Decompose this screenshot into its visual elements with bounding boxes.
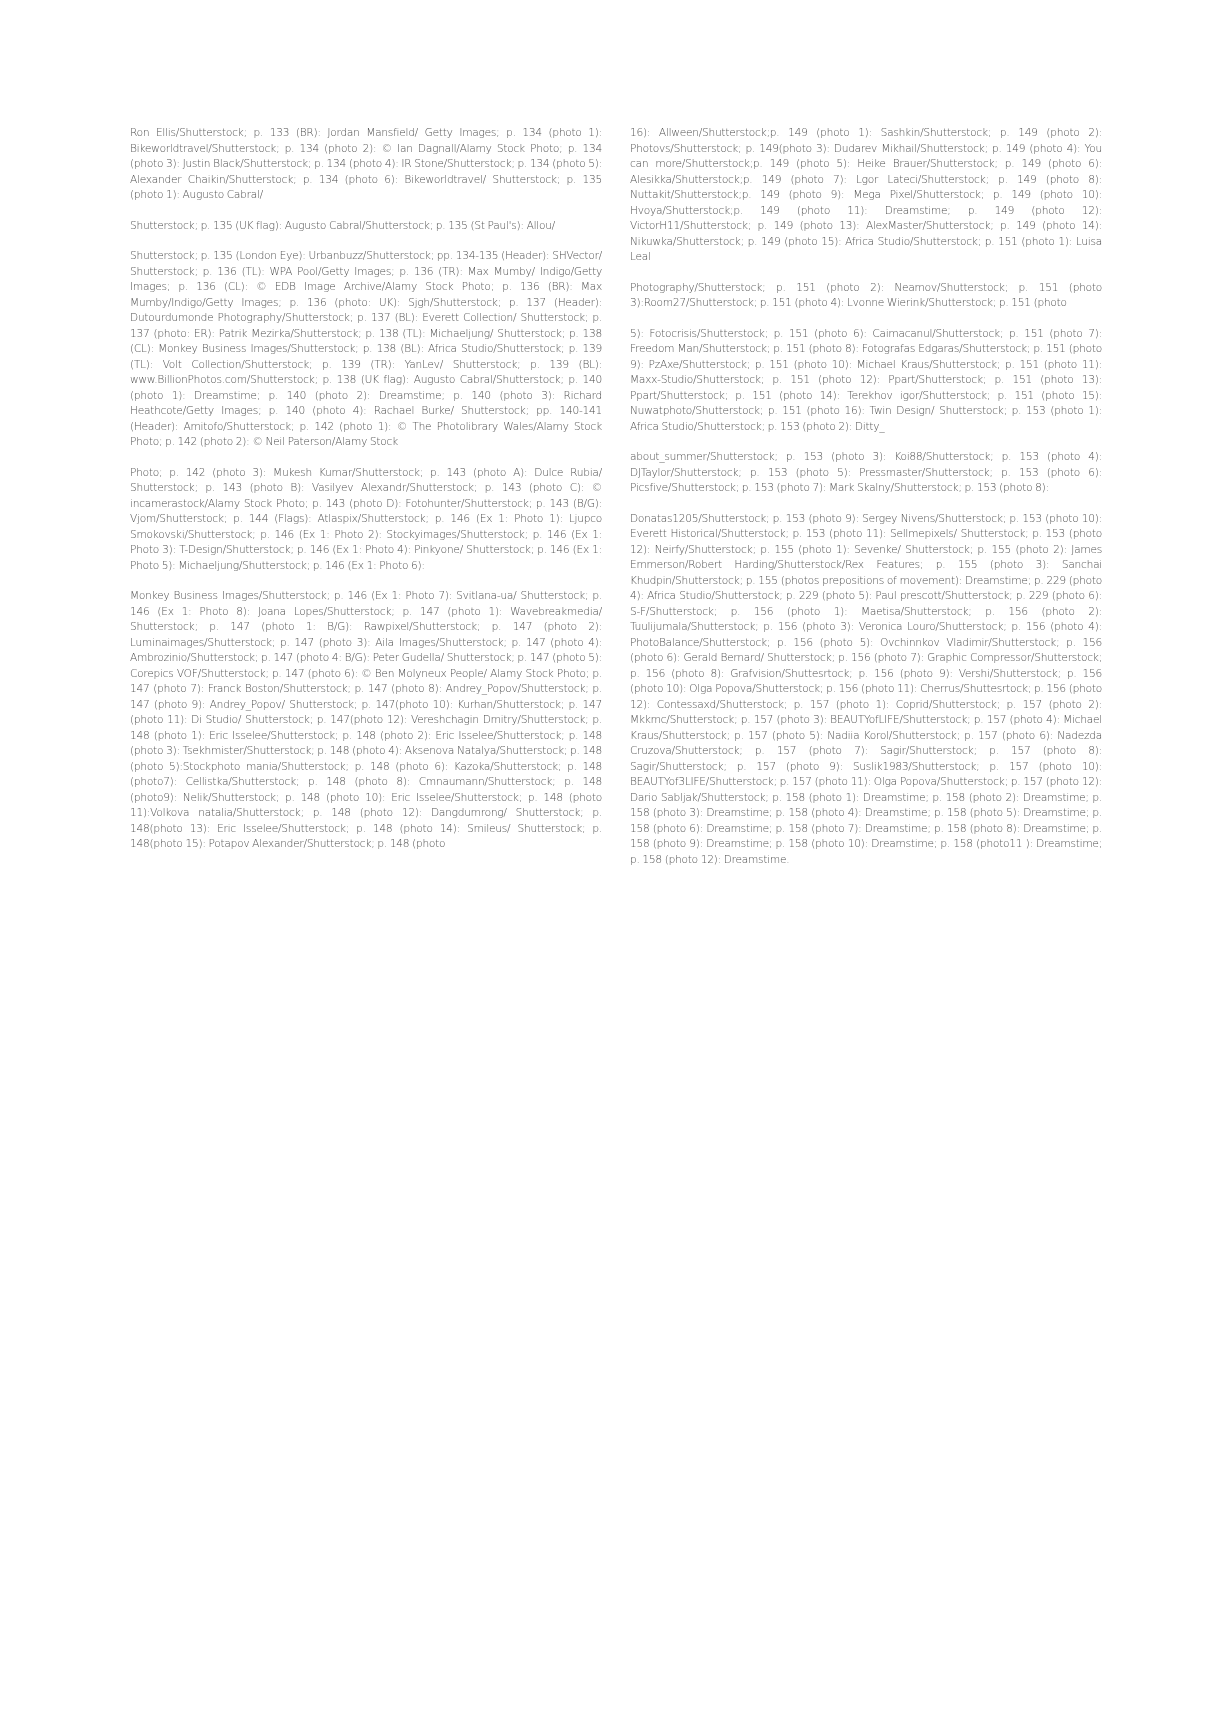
credits-column-left (130, 126, 602, 868)
credits-paragraph: 5): Fotocrisis/Shutterstock; p. 151 (photo 6): Caimacanul/Shutterstock; p. 151 (photo 7): Freedom Man/Shutterstock; p. 151 (photo 8): Fotografas Edgaras/Shutterstock; p. 151 (photo 9): PzAxe/Shutterstock; p. 151 (photo 10): Michael Kraus/Shutterstock; p. 151 (photo 11): Maxx-Studio/Shutterstock; p. 151 (photo 12): Ppart/Shutterstock; p. 151 (photo 13): Ppart/Shutterstock; p. 151 (photo 14): Terekhov igor/Shutterstock; p. 151 (photo 15): Nuwatphoto/Shutterstock; p. 151 (photo 16): Twin Design/ Shutterstock; p. 153 (photo 1): Africa Studio/Shutterstock; p. 153 (photo 2): Ditty_ (630, 327, 1102, 433)
credits-paragraph: Photo; p. 142 (photo 3): Mukesh Kumar/Shutterstock; p. 143 (photo A): Dulce Rubia/ Shutterstock; p. 143 (photo B): Vasilyev Alexandr/Shutterstock; p. 143 (photo C): © incamerastock/Alamy Stock Photo; p. 143 (photo D): Fotohunter/Shutterstock; p. 143 (B/G): Vjom/Shutterstock; p. 144 (Flags): Atlaspix/Shutterstock; p. 146 (Ex 1: Photo 1): Ljupco Smokovski/Shutterstock; p. 146 (Ex 1: Photo 2): Stockyimages/Shutterstock; p. 146 (Ex 1: Photo 3): T-Design/Shutterstock; p. 146 (Ex 1: Photo 4): Pinkyone/ Shutterstock; p. 146 (Ex 1: Photo 5): Michaeljung/Shutterstock; p. 146 (Ex 1: Photo 6): (130, 466, 602, 572)
credits-paragraph: Ron Ellis/Shutterstock; p. 133 (BR): Jordan Mansfield/ Getty Images; p. 134 (photo 1): Bikeworldtravel/Shutterstock; p. 134 (photo 2): © Ian Dagnall/Alamy Stock Photo; p. 134 (photo 3): Justin Black/Shutterstock; p. 134 (photo 4): IR Stone/Shutterstock; p. 134 (photo 5): Alexander Chaikin/Shutterstock; p. 134 (photo 6): Bikeworldtravel/ Shutterstock; p. 135 (photo 1): Augusto Cabral/ (130, 127, 602, 201)
credits-paragraph: about_summer/Shutterstock; p. 153 (photo 3): Koi88/Shutterstock; p. 153 (photo 4): DJTaylor/Shutterstock; p. 153 (photo 5): Pressmaster/Shutterstock; p. 153 (photo 6): Picsfive/Shutterstock; p. 153 (photo 7): Mark Skalny/Shutterstock; p. 153 (photo 8): (630, 451, 1102, 494)
credits-paragraph: Monkey Business Images/Shutterstock; p. 146 (Ex 1: Photo 7): Svitlana-ua/ Shutterstock; p. 146 (Ex 1: Photo 8): Joana Lopes/Shutterstock; p. 147 (photo 1): Wavebreakmedia/ Shutterstock; p. 147 (photo 1: B/G): Rawpixel/Shutterstock; p. 147 (photo 2): Luminaimages/Shutterstock; p. 147 (photo 3): Aila Images/Shutterstock; p. 147 (photo 4): Ambrozinio/Shutterstock; p. 147 (photo 4: B/G): Peter Gudella/ Shutterstock; p. 147 (photo 5): Corepics VOF/Shutterstock; p. 147 (photo 6): © Ben Molyneux People/ Alamy Stock Photo; p. 147 (photo 7): Franck Boston/Shutterstock; p. 147 (photo 8): Andrey_Popov/Shutterstock; p. 147 (photo 9): Andrey_Popov/ Shutterstock; p. 147(photo 10): Kurhan/Shutterstock; p. 147 (photo 11): Di Studio/ Shutterstock; p. 147(photo 12): Vereshchagin Dmitry/Shutterstock; p. 148 (photo 1): Eric Isselee/Shutterstock; p. 148 (photo 2): Eric Isselee/Shutterstock; p. 148 (photo 3): Tsekhmister/Shutterstock; p. 148 (photo 4): Aksenova Natalya/Shutterstock; p. 148 (photo 5):Stockphoto mania/Shutterstock; p. 148 (photo 6): Kazoka/Shutterstock; p. 148 (photo7): Cellistka/Shutterstock; p. 148 (photo 8): Cmnaumann/Shutterstock; p. 148 (photo9): Nelik/Shutterstock; p. 148 (photo 10): Eric Isselee/Shutterstock; p. 148 (photo 11):Volkova natalia/Shutterstock; p. 148 (photo 12): Dangdumrong/ Shutterstock; p. 148(photo 13): Eric Isselee/Shutterstock; p. 148 (photo 14): Smileus/ Shutterstock; p. 148(photo 15): Potapov Alexander/Shutterstock; p. 148 (photo (130, 590, 602, 850)
credits-paragraph: Photography/Shutterstock; p. 151 (photo 2): Neamov/Shutterstock; p. 151 (photo 3):Room27/Shutterstock; p. 151 (photo 4): Lvonne Wierink/Shutterstock; p. 151 (photo (630, 281, 1102, 309)
credits-paragraph: Shutterstock; p. 135 (London Eye): Urbanbuzz/Shutterstock; pp. 134-135 (Header): SHVector/ Shutterstock; p. 136 (TL): WPA Pool/Getty Images; p. 136 (TR): Max Mumby/ Indigo/Getty Images; p. 136 (CL): © EDB Image Archive/Alamy Stock Photo; p. 136 (BR): Max Mumby/Indigo/Getty Images; p. 136 (photo: UK): Sjgh/Shutterstock; p. 137 (Header): Dutourdumonde Photography/Shutterstock; p. 137 (BL): Everett Collection/ Shutterstock; p. 137 (photo: ER): Patrik Mezirka/Shutterstock; p. 138 (TL): Michaeljung/ Shutterstock; p. 138 (CL): Monkey Business Images/Shutterstock; p. 138 (BL): Africa Studio/Shutterstock; p. 139 (TL): Volt Collection/Shutterstock; p. 139 (TR): YanLev/ Shutterstock; p. 139 (BL): www.BillionPhotos.com/Shutterstock; p. 138 (UK flag): Augusto Cabral/Shutterstock; p. 140 (photo 1): Dreamstime; p. 140 (photo 2): Dreamstime; p. 140 (photo 3): Richard Heathcote/Getty Images; p. 140 (photo 4): Rachael Burke/ Shutterstock; pp. 140-141 (Header): Amitofo/Shutterstock; p. 142 (photo 1): © The Photolibrary Wales/Alamy Stock Photo; p. 142 (photo 2): © Neil Paterson/Alamy Stock (130, 250, 602, 448)
credits-paragraph: Donatas1205/Shutterstock; p. 153 (photo 9): Sergey Nivens/Shutterstock; p. 153 (photo 10): Everett Historical/Shutterstock; p. 153 (photo 11): Sellmepixels/ Shutterstock; p. 153 (photo 12): Neirfy/Shutterstock; p. 155 (photo 1): Sevenke/ Shutterstock; p. 155 (photo 2): James Emmerson/Robert Harding/Shutterstock/Rex Features; p. 155 (photo 3): Sanchai Khudpin/Shutterstock; p. 155 (photos prepositions of movement): Dreamstime; p. 229 (photo 4): Africa Studio/Shutterstock; p. 229 (photo 5): Paul prescott/Shutterstock; p. 229 (photo 6): S-F/Shutterstock; p. 156 (photo 1): Maetisa/Shutterstock; p. 156 (photo 2): Tuulijumala/Shutterstock; p. 156 (photo 3): Veronica Louro/Shutterstock; p. 156 (photo 4): PhotoBalance/Shutterstock; p. 156 (photo 5): Ovchinnkov Vladimir/Shutterstock; p. 156 (photo 6): Gerald Bernard/ Shutterstock; p. 156 (photo 7): Graphic Compressor/Shutterstock; p. 156 (photo 8): Grafvision/Shuttesrtock; p. 156 (photo 9): Vershi/Shutterstock; p. 156 (photo 10): Olga Popova/Shutterstock; p. 156 (photo 11): Cherrus/Shuttesrtock; p. 156 (photo 12): Contessaxd/Shutterstock; p. 157 (photo 1): Coprid/Shutterstock; p. 157 (photo 2): Mkkmc/Shutterstock; p. 157 (photo 3): BEAUTYofLIFE/Shutterstock; p. 157 (photo 4): Michael Kraus/Shutterstock; p. 157 (photo 5): Nadiia Korol/Shutterstock; p. 157 (photo 6): Nadezda Cruzova/Shutterstock; p. 157 (photo 7): Sagir/Shutterstock; p. 157 (photo 8): Sagir/Shutterstock; p. 157 (photo 9): Suslik1983/Shutterstock; p. 157 (photo 10): BEAUTYof3LIFE/Shutterstock; p. 157 (photo 11): Olga Popova/Shutterstock; p. 157 (photo 12): Dario Sabljak/Shutterstock; p. 158 (photo 1): Dreamstime; p. 158 (photo 2): Dreamstime; p. 158 (photo 3): Dreamstime; p. 158 (photo 4): Dreamstime; p. 158 (photo 5): Dreamstime; p. 158 (photo 6): Dreamstime; p. 158 (photo 7): Dreamstime; p. 158 (photo 8): Dreamstime; p. 158 (photo 9): Dreamstime; p. 158 (photo 10): Dreamstime; p. 158 (photo11 ): Dreamstime; p. 158 (photo 12): Dreamstime. (630, 512, 1102, 866)
credits-paragraph: 16): Allween/Shutterstock;p. 149 (photo 1): Sashkin/Shutterstock; p. 149 (photo 2): Photovs/Shutterstock; p. 149(photo 3): Dudarev Mikhail/Shutterstock; p. 149 (photo 4): You can more/Shutterstock;p. 149 (photo 5): Heike Brauer/Shutterstock; p. 149 (photo 6): Alesikka/Shutterstock;p. 149 (photo 7): Lgor Lateci/Shutterstock; p. 149 (photo 8): Nuttakit/Shutterstock;p. 149 (photo 9): Mega Pixel/Shutterstock; p. 149 (photo 10): Hvoya/Shutterstock;p. 149 (photo 11): Dreamstime; p. 149 (photo 12): VictorH11/Shutterstock; p. 149 (photo 13): AlexMaster/Shutterstock; p. 149 (photo 14): Nikuwka/Shutterstock; p. 149 (photo 15): Africa Studio/Shutterstock; p. 151 (photo 1): Luisa Leal (630, 127, 1102, 263)
credits-column-right (630, 126, 1102, 883)
credits-paragraph: Shutterstock; p. 135 (UK flag): Augusto Cabral/Shutterstock; p. 135 (St Paul's): Allou/ (130, 219, 555, 232)
